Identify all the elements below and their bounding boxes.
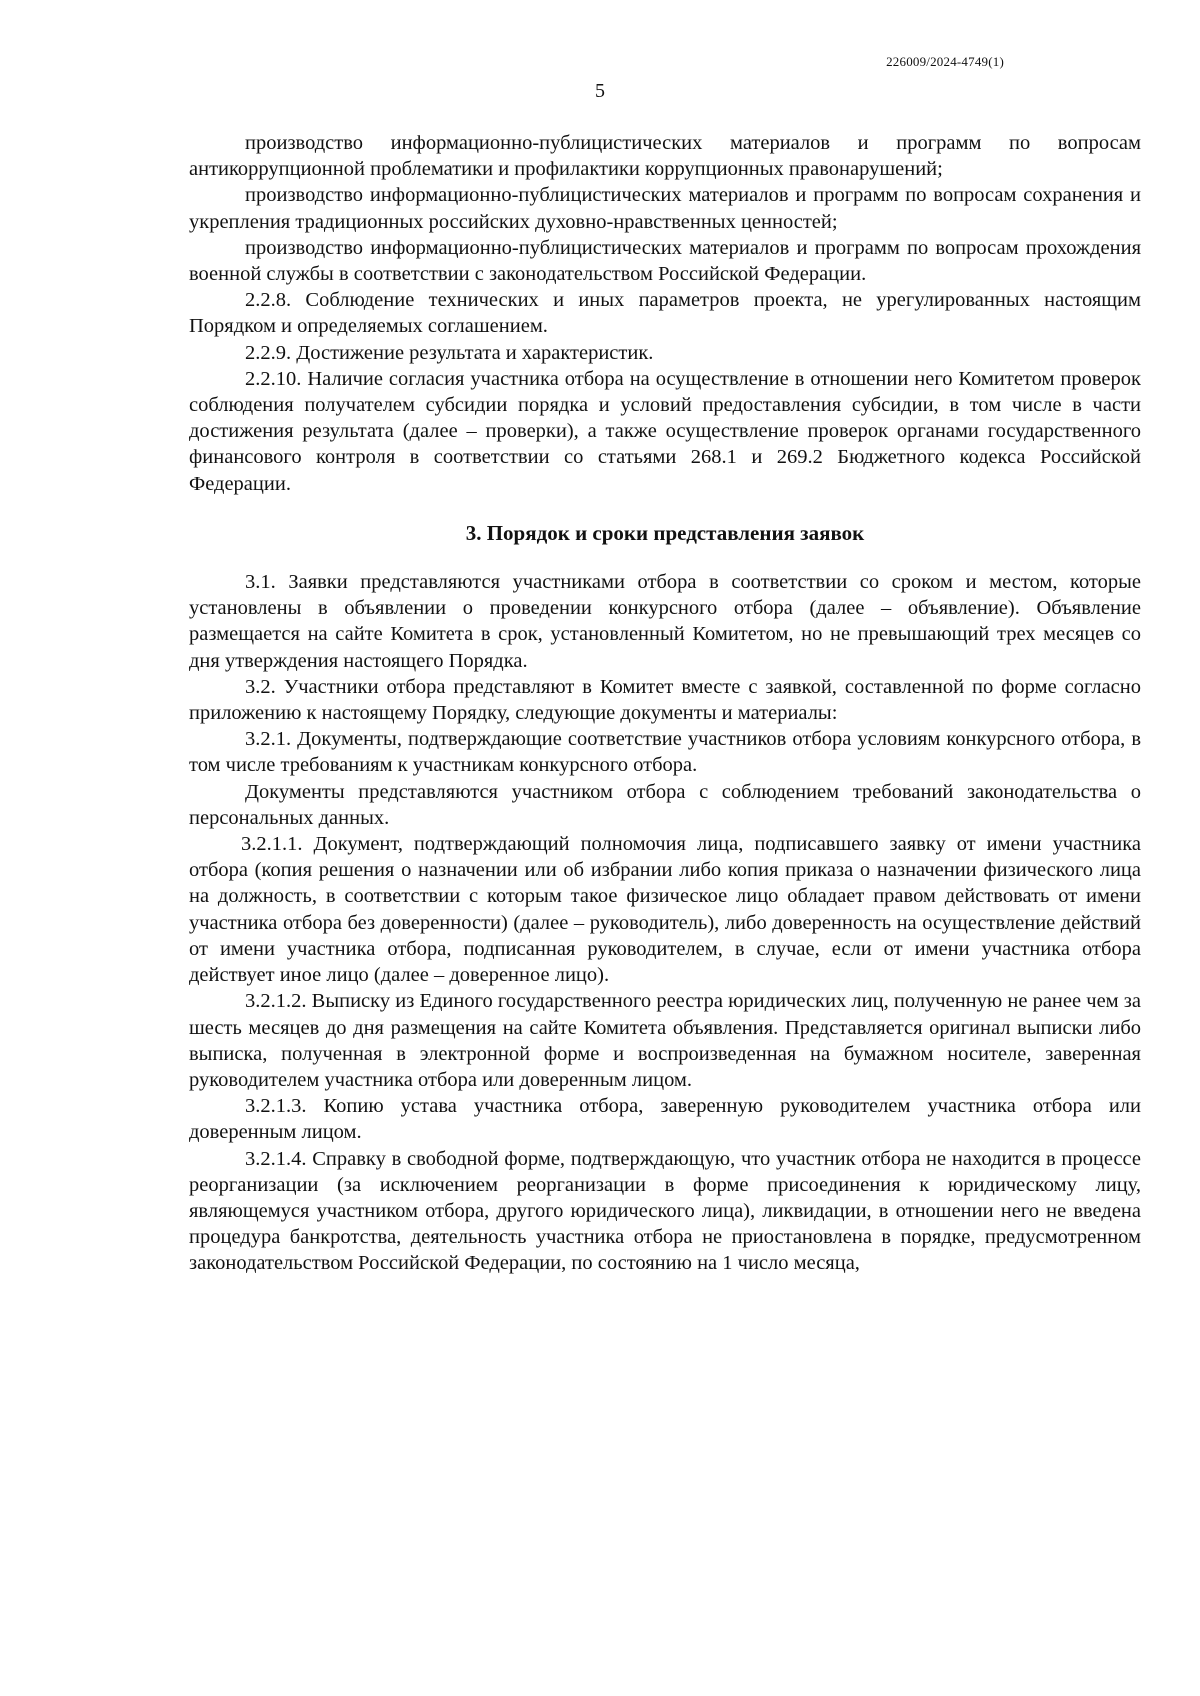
paragraph: производство информационно-публицистических материалов и программ по вопросам антикоррупционной проблематики и профилактики коррупционных правонарушений; (189, 132, 1141, 181)
paragraph: 3.2.1.1. Документ, подтверждающий полномочия лица, подписавшего заявку от имени участника отбора (копия решения о назначении или об избрании либо копия приказа о назначении физического лица на должность, в соответствии с которым такое физическое лицо обладает правом действовать от имени участника отбора без доверенности) (далее – руководитель), либо доверенность на осуществление действий от имени участника отбора, подписанная руководителем, в случае, если от имени участника отбора действует иное лицо (далее – доверенное лицо). (189, 833, 1141, 987)
paragraph: производство информационно-публицистических материалов и программ по вопросам сохранения и укрепления традиционных российских духовно-нравственных ценностей; (189, 184, 1141, 233)
paragraph: 3.2.1.4. Справку в свободной форме, подтверждающую, что участник отбора не находится в процессе реорганизации (за исключением реорганизации в форме присоединения к юридическому лицу, являющемуся участником отбора, другого юридического лица), ликвидации, в отношении него не введена процедура банкротства, деятельность участника отбора не приостановлена в порядке, предусмотренном законодательством Российской Федерации, по состоянию на 1 число месяца, (189, 1147, 1141, 1275)
paragraph: 2.2.8. Соблюдение технических и иных параметров проекта, не урегулированных настоящим Порядком и определяемых соглашением. (189, 289, 1141, 338)
paragraph: 3.1. Заявки представляются участниками отбора в соответствии со сроком и местом, которые установлены в объявлении о проведении конкурсного отбора (далее – объявление). Объявление размещается на сайте Комитета в срок, установленный Комитетом, но не превышающий трех месяцев со дня утверждения настоящего Порядка. (189, 571, 1141, 672)
document-registration-number: 226009/2024-4749(1) (886, 54, 1004, 69)
paragraph: 2.2.9. Достижение результата и характеристик. (245, 341, 654, 364)
paragraph: 3.2.1. Документы, подтверждающие соответствие участников отбора условиям конкурсного отбора, в том числе требованиям к участникам конкурсного отбора. (189, 728, 1141, 777)
page-number: 5 (595, 80, 605, 102)
paragraph: 3.2.1.2. Выписку из Единого государственного реестра юридических лиц, полученную не ранее чем за шесть месяцев до дня размещения на сайте Комитета объявления. Представляется оригинал выписки либо выписка, полученная в электронной форме и воспроизведенная на бумажном носителе, заверенная руководителем участника отбора или доверенным лицом. (189, 990, 1141, 1091)
paragraph: 3.2.1.3. Копию устава участника отбора, заверенную руководителем участника отбора или доверенным лицом. (189, 1095, 1141, 1144)
paragraph: 3.2. Участники отбора представляют в Комитет вместе с заявкой, составленной по форме согласно приложению к настоящему Порядку, следующие документы и материалы: (189, 675, 1141, 725)
paragraph: 2.2.10. Наличие согласия участника отбора на осуществление в отношении него Комитетом проверок соблюдения получателем субсидии порядка и условий предоставления субсидии, в том числе в части достижения результата (далее – проверки), а также осуществление проверок органами государственного финансового контроля в соответствии со статьями 268.1 и 269.2 Бюджетного кодекса Российской Федерации. (189, 367, 1141, 495)
document-body (189, 130, 1141, 1277)
paragraph: производство информационно-публицистических материалов и программ по вопросам прохождения военной службы в соответствии с законодательством Российской Федерации. (189, 236, 1141, 286)
section-heading: 3. Порядок и сроки представления заявок (465, 520, 865, 545)
paragraph: Документы представляются участником отбора с соблюдением требований законодательства о персональных данных. (189, 780, 1141, 829)
